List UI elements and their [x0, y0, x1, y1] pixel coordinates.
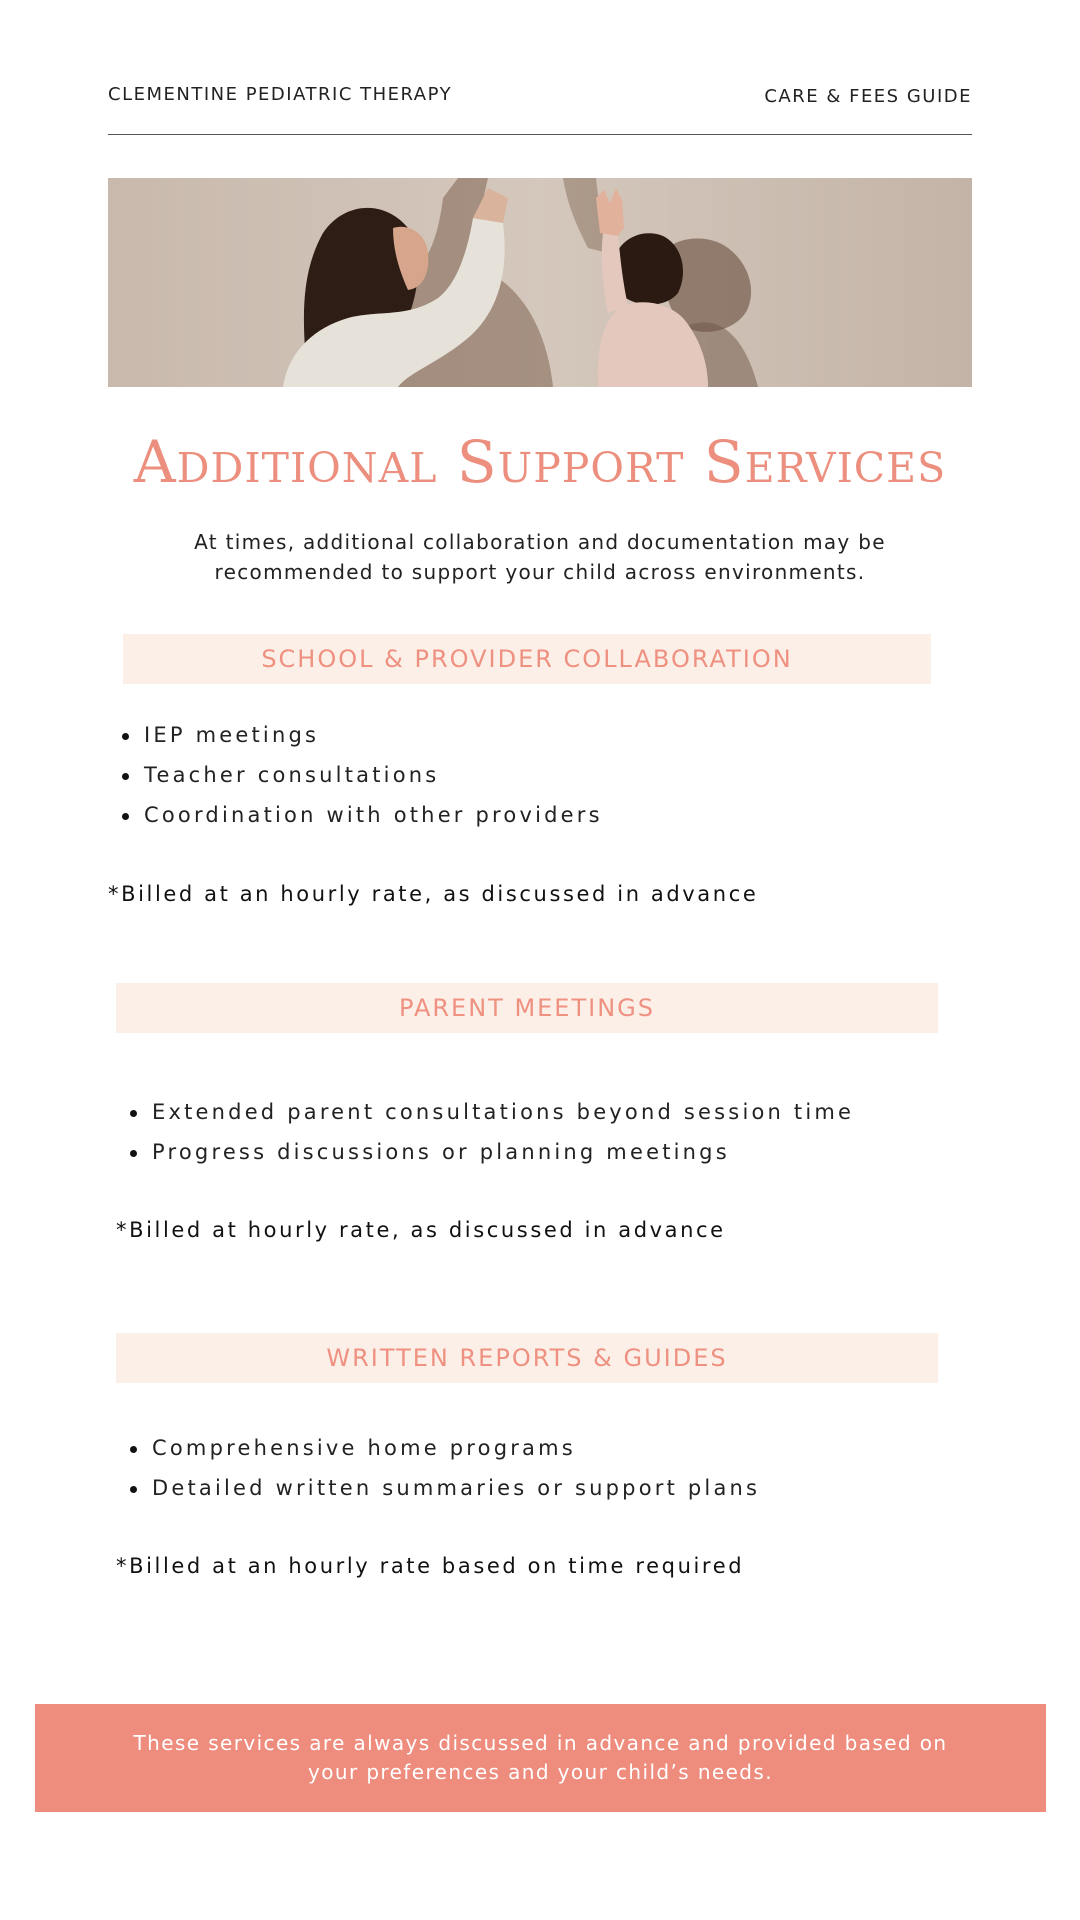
page-title: Additional Support Services — [133, 428, 947, 496]
list-item — [116, 1468, 760, 1508]
list-item — [108, 795, 603, 835]
parent-meetings-list — [116, 1092, 854, 1172]
guide-label: CARE & FEES GUIDE — [764, 86, 972, 107]
billing-note: *Billed at hourly rate, as discussed in advance — [116, 1218, 726, 1242]
list-item — [116, 1428, 760, 1468]
bullet-icon — [122, 813, 129, 820]
footer-text: These services are always discussed in advance and provided based on your preferences and your child’s needs. — [133, 1731, 948, 1784]
bullet-icon — [130, 1446, 137, 1453]
list-item-text: Detailed written summaries or support plans — [152, 1476, 761, 1500]
section-heading-parent-meetings — [116, 983, 938, 1033]
list-item — [116, 1132, 854, 1172]
list-item-text: Extended parent consultations beyond session time — [152, 1100, 855, 1124]
list-item — [116, 1092, 854, 1132]
list-item — [108, 755, 603, 795]
section-heading-text: WRITTEN REPORTS & GUIDES — [326, 1344, 728, 1372]
section-heading-collaboration — [123, 634, 931, 684]
list-item — [108, 715, 603, 755]
collaboration-list — [108, 715, 603, 835]
list-item-text: Teacher consultations — [144, 763, 440, 787]
intro-paragraph: At times, additional collaboration and documentation may be recommended to support your child across environments. — [194, 530, 886, 584]
footer-band — [35, 1704, 1046, 1812]
section-heading-written-reports — [116, 1333, 938, 1383]
list-item-text: Progress discussions or planning meetings — [152, 1140, 730, 1164]
bullet-icon — [130, 1110, 137, 1117]
billing-note: *Billed at an hourly rate based on time required — [116, 1554, 745, 1578]
list-item-text: Coordination with other providers — [144, 803, 603, 827]
billing-note: *Billed at an hourly rate, as discussed in advance — [108, 882, 759, 906]
list-item-text: Comprehensive home programs — [152, 1436, 576, 1460]
bullet-icon — [122, 773, 129, 780]
written-reports-list — [116, 1428, 760, 1508]
practice-name: CLEMENTINE PEDIATRIC THERAPY — [108, 84, 453, 105]
bullet-icon — [130, 1486, 137, 1493]
list-item-text: IEP meetings — [144, 723, 320, 747]
hero-photo — [108, 178, 972, 387]
bullet-icon — [130, 1150, 137, 1157]
header-divider — [108, 134, 972, 135]
section-heading-text: PARENT MEETINGS — [399, 994, 655, 1022]
bullet-icon — [122, 733, 129, 740]
section-heading-text: SCHOOL & PROVIDER COLLABORATION — [261, 645, 793, 673]
